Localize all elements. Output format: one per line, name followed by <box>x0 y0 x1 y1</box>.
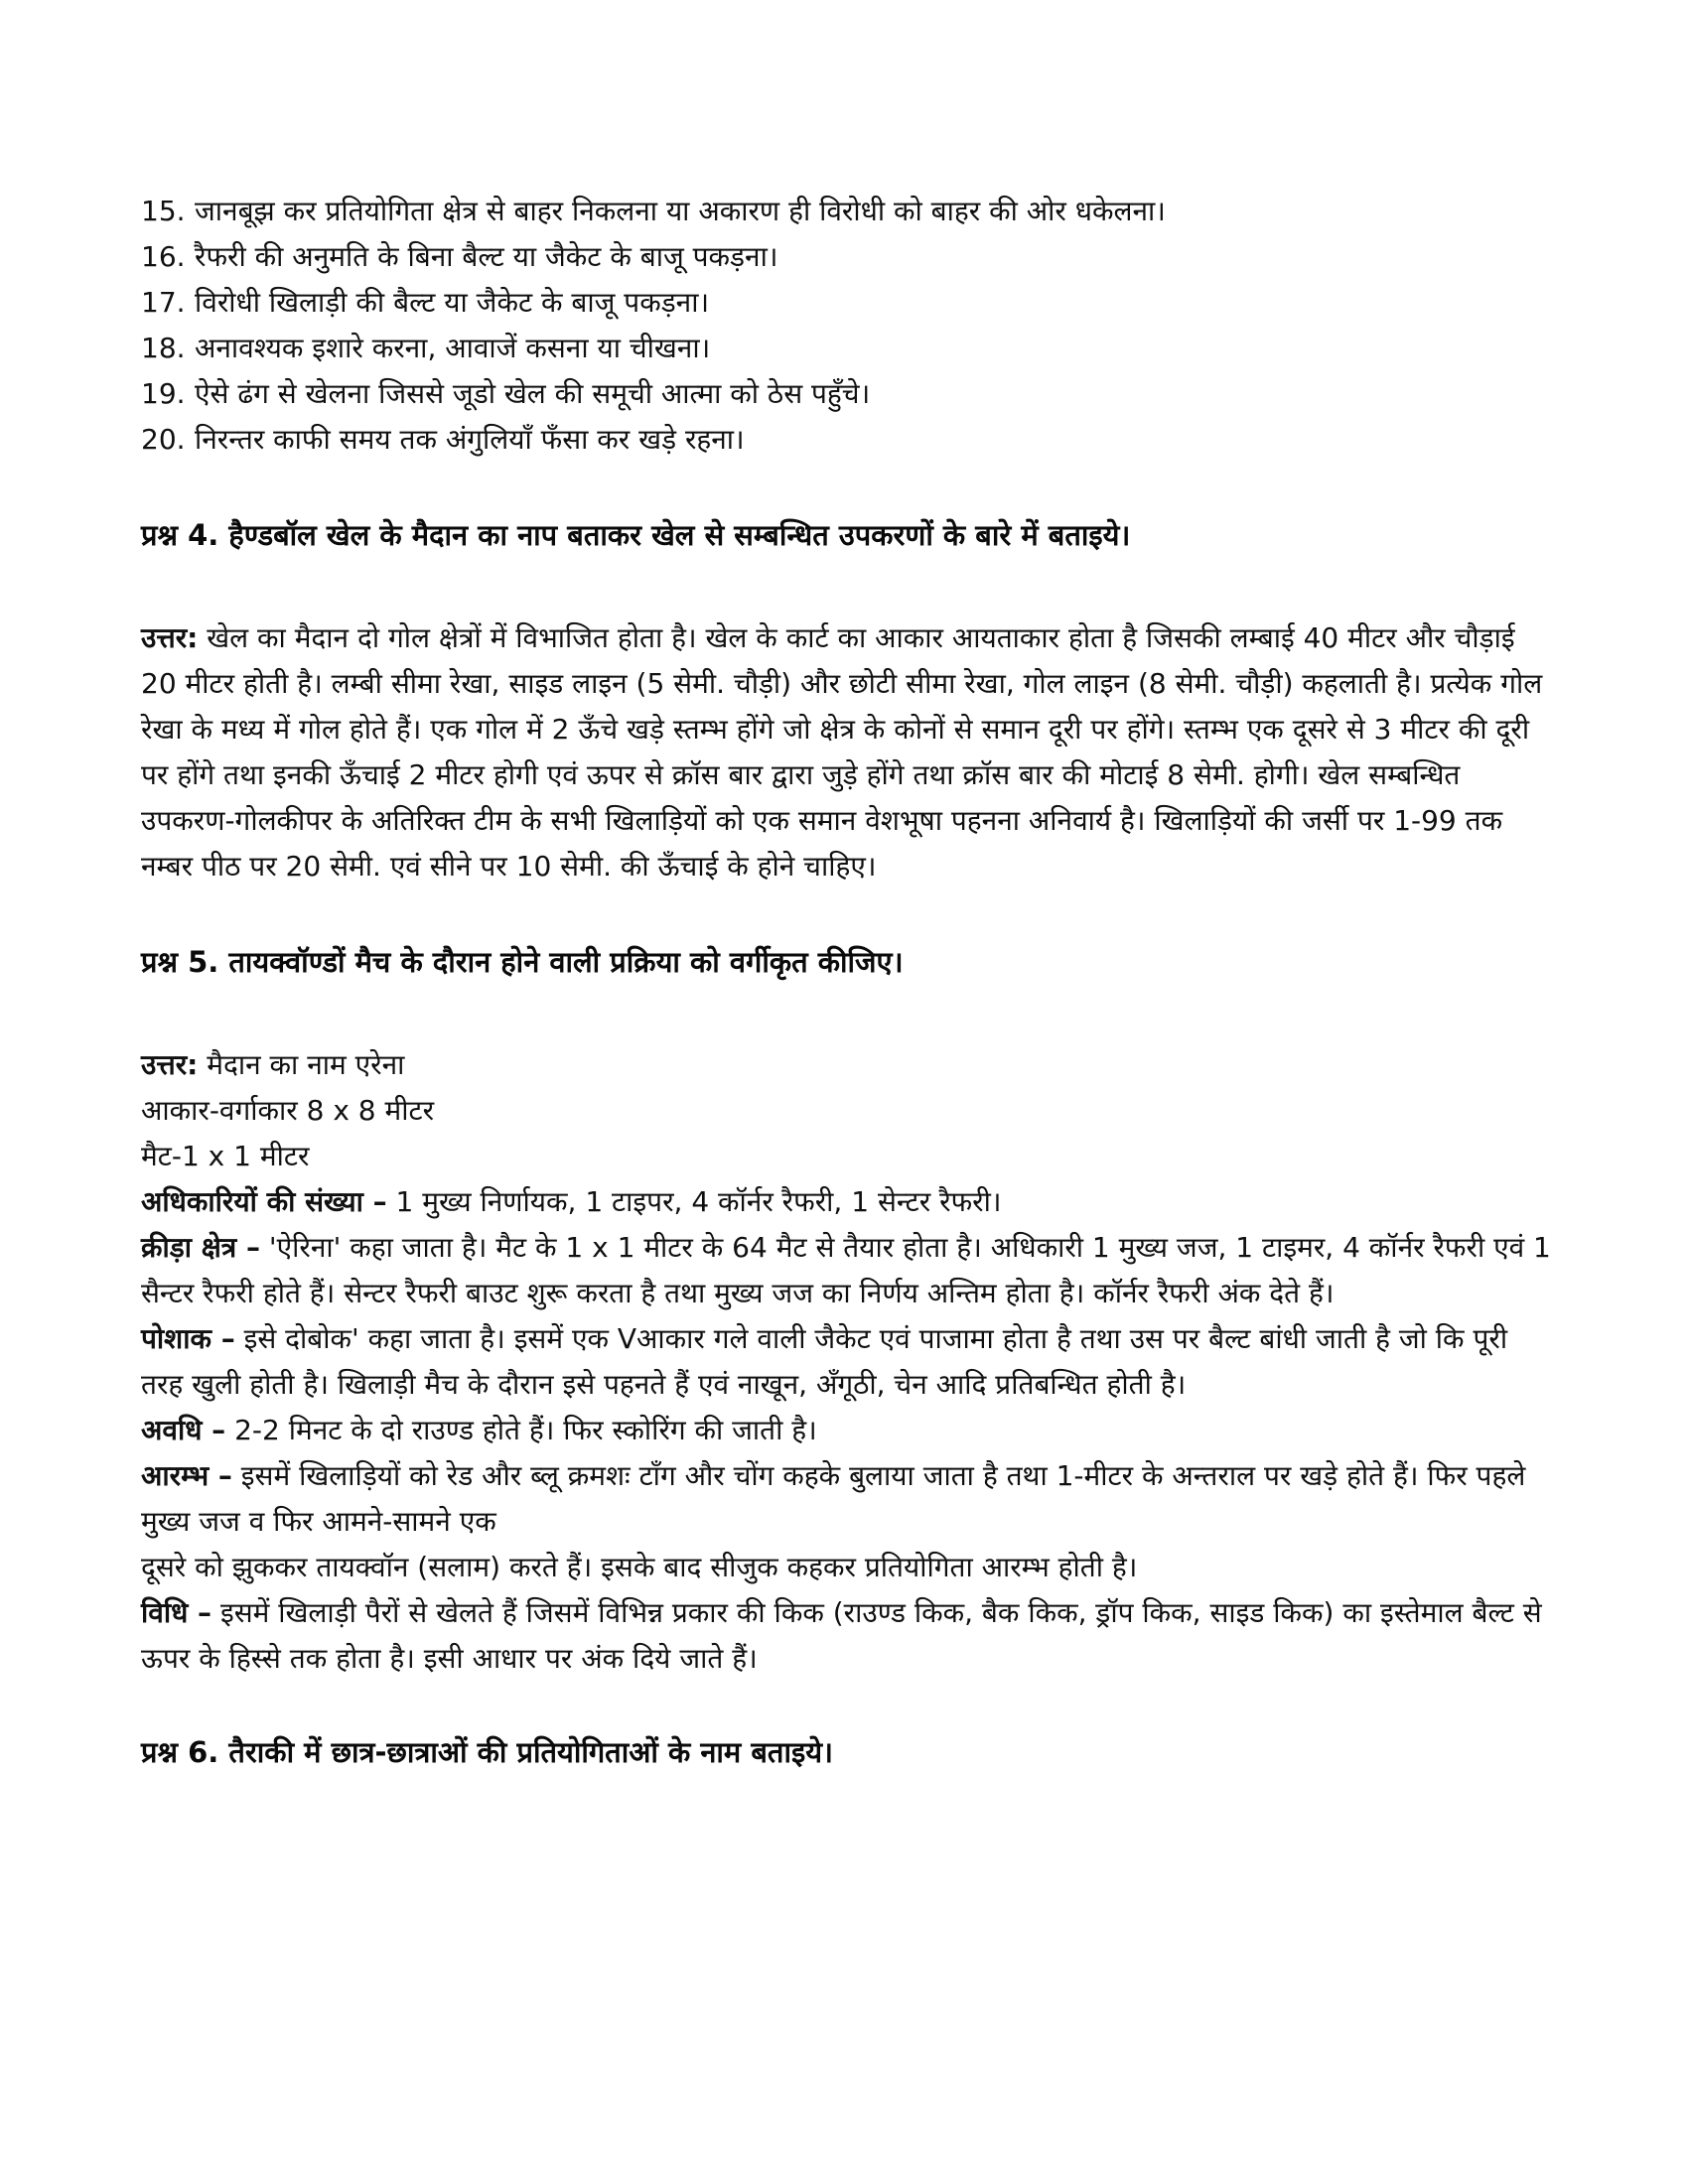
answer-5-line-text: इसमें खिलाड़ी पैरों से खेलते हैं जिसमें विभिन्न प्रकार की किक (राउण्ड किक, बैक किक, ड्रॉप किक, साइड किक) का इस्तेमाल बैल्ट से ऊपर के हिस्से तक होता है। इसी आधार पर अंक दिये जाते हैं। <box>141 1596 1542 1675</box>
list-item-text: ऐसे ढंग से खेलना जिससे जूडो खेल की समूची आत्मा को ठेस पहुँचे। <box>195 377 871 410</box>
list-item-number: 17. <box>141 286 186 319</box>
answer-5-line <box>141 1453 1551 1545</box>
answer-5-line <box>141 1179 1551 1225</box>
answer-5-line-lead: क्रीड़ा क्षेत्र – <box>141 1231 261 1264</box>
list-item-text: जानबूझ कर प्रतियोगिता क्षेत्र से बाहर निकलना या अकारण ही विरोधी को बाहर की ओर धकेलना। <box>195 195 1166 227</box>
list-item-number: 19. <box>141 377 186 410</box>
answer-5-line-text: 1 मुख्य निर्णायक, 1 टाइपर, 4 कॉर्नर रैफरी, 1 सेन्टर रैफरी। <box>386 1185 1002 1218</box>
question-4-heading: प्रश्न 4. हैण्डबॉल खेल के मैदान का नाप बताकर खेल से सम्बन्धित उपकरणों के बारे में बताइये। <box>141 518 1131 552</box>
answer-5-line <box>141 1408 1551 1453</box>
answer-5-line-lead: विधि – <box>141 1596 212 1629</box>
answer-4-paragraph <box>141 615 1551 889</box>
answer-5-line-lead: उत्तर: <box>141 1048 199 1081</box>
list-item-text: अनावश्यक इशारे करना, आवाजें कसना या चीखना। <box>195 332 711 364</box>
answer-5-line <box>141 1042 1551 1088</box>
answer-5-line-text: 2-2 मिनट के दो राउण्ड होते हैं। फिर स्कोरिंग की जाती है। <box>225 1414 817 1446</box>
answer-5-line-text: आकार-वर्गाकार 8 x 8 मीटर <box>141 1094 435 1127</box>
answer-5-line <box>141 1545 1551 1590</box>
list-item-number: 16. <box>141 240 186 273</box>
question-6-heading: प्रश्न 6. तैराकी में छात्र-छात्राओं की प्रतियोगिताओं के नाम बताइये। <box>141 1735 834 1769</box>
answer-4-label: उत्तर: <box>141 621 199 654</box>
answer-5-line-lead: आरम्भ – <box>141 1459 232 1492</box>
answer-5-line-text: मैट-1 x 1 मीटर <box>141 1140 310 1172</box>
answer-5-line-lead: अधिकारियों की संख्या – <box>141 1185 387 1218</box>
list-item <box>141 371 1551 417</box>
answer-5-line <box>141 1134 1551 1179</box>
list-item-number: 20. <box>141 423 186 456</box>
list-item-text: विरोधी खिलाड़ी की बैल्ट या जैकेट के बाजू पकड़ना। <box>195 286 710 319</box>
answer-5-line-text: दूसरे को झुककर तायक्वॉन (सलाम) करते हैं। इसके बाद सीजुक कहकर प्रतियोगिता आरम्भ होती है। <box>141 1551 1138 1583</box>
list-item-number: 18. <box>141 332 186 364</box>
answer-5-line-text: इसे दोबोक' कहा जाता है। इसमें एक Vआकार गले वाली जैकेट एवं पाजामा होता है तथा उस पर बैल्ट बांधी जाती है जो कि पूरी तरह खुली होती है। खिलाड़ी मैच के दौरान इसे पहनते हैं एवं नाखून, अँगूठी, चेन आदि प्रतिबन्धित होती है। <box>141 1322 1508 1401</box>
answer-5-block <box>141 1042 1551 1682</box>
list-item <box>141 280 1551 326</box>
answer-5-line <box>141 1088 1551 1134</box>
judo-fouls-list <box>141 189 1551 463</box>
answer-5-line-lead: पोशाक – <box>141 1322 235 1355</box>
list-item-text: रैफरी की अनुमति के बिना बैल्ट या जैकेट के बाजू पकड़ना। <box>195 240 778 273</box>
list-item <box>141 326 1551 371</box>
list-item <box>141 234 1551 280</box>
list-item <box>141 417 1551 463</box>
answer-5-line-text: मैदान का नाम एरेना <box>198 1048 405 1081</box>
list-item <box>141 189 1551 234</box>
answer-5-line <box>141 1316 1551 1408</box>
answer-5-line-lead: अवधि – <box>141 1414 226 1446</box>
list-item-text: निरन्तर काफी समय तक अंगुलियाँ फँसा कर खड़े रहना। <box>195 423 745 456</box>
answer-5-line <box>141 1225 1551 1316</box>
answer-5-line-text: इसमें खिलाड़ियों को रेड और ब्लू क्रमशः टाँग और चोंग कहके बुलाया जाता है तथा 1-मीटर के अन्तराल पर खड़े होते हैं। फिर पहले मुख्य जज व फिर आमने-सामने एक <box>141 1459 1526 1538</box>
answer-5-line-text: 'ऐरिना' कहा जाता है। मैट के 1 x 1 मीटर के 64 मैट से तैयार होता है। अधिकारी 1 मुख्य जज, 1 टाइमर, 4 कॉर्नर रैफरी एवं 1 सैन्टर रैफरी होते हैं। सेन्टर रैफरी बाउट शुरू करता है तथा मुख्य जज का निर्णय अन्तिम होता है। कॉर्नर रैफरी अंक देते हैं। <box>141 1231 1551 1309</box>
answer-5-line <box>141 1590 1551 1682</box>
list-item-number: 15. <box>141 195 186 227</box>
answer-4-text: खेल का मैदान दो गोल क्षेत्रों में विभाजित होता है। खेल के कार्ट का आकार आयताकार होता है जिसकी लम्बाई 40 मीटर और चौड़ाई 20 मीटर होती है। लम्बी सीमा रेखा, साइड लाइन (5 सेमी. चौड़ी) और छोटी सीमा रेखा, गोल लाइन (8 सेमी. चौड़ी) कहलाती है। प्रत्येक गोल रेखा के मध्य में गोल होते हैं। एक गोल में 2 ऊँचे खड़े स्तम्भ होंगे जो क्षेत्र के कोनों से समान दूरी पर होंगे। स्तम्भ एक दूसरे से 3 मीटर की दूरी पर होंगे तथा इनकी ऊँचाई 2 मीटर होगी एवं ऊपर से क्रॉस बार द्वारा जुड़े होंगे तथा क्रॉस बार की मोटाई 8 सेमी. होगी। खेल सम्बन्धित उपकरण-गोलकीपर के अतिरिक्त टीम के सभी खिलाड़ियों को एक समान वेशभूषा पहनना अनिवार्य है। खिलाड़ियों की जर्सी पर 1-99 तक नम्बर पीठ पर 20 सेमी. एवं सीने पर 10 सेमी. की ऊँचाई के होने चाहिए। <box>141 621 1543 883</box>
question-5-heading: प्रश्न 5. तायक्वॉण्डों मैच के दौरान होने वाली प्रक्रिया को वर्गीकृत कीजिए। <box>141 945 904 979</box>
